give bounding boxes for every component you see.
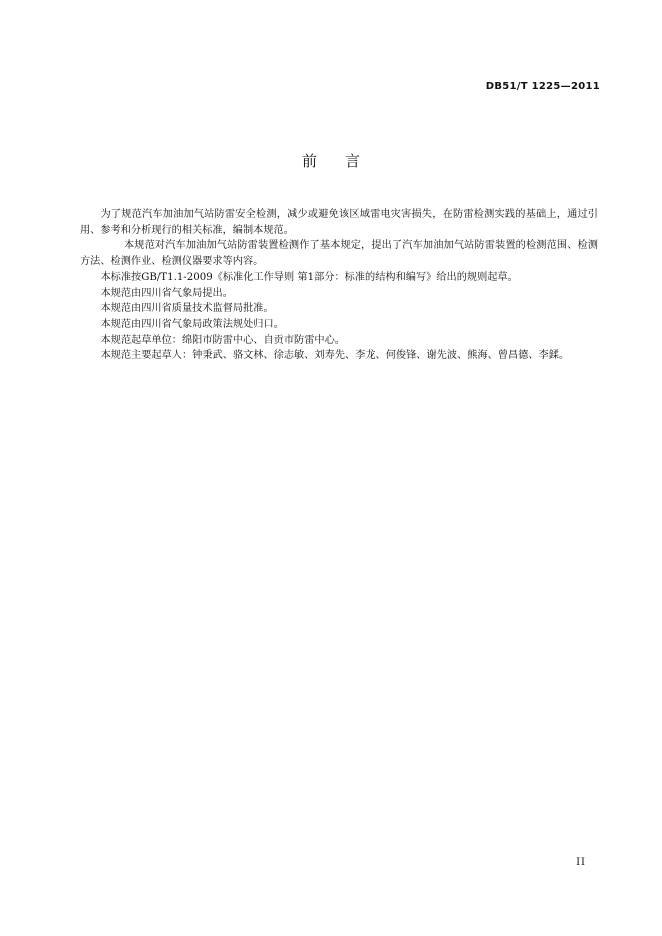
paragraph-proposer: 本规范由四川省气象局提出。	[100, 287, 233, 299]
paragraph-scope: 本规范对汽车加油加气站防雷装置检测作了基本规定，提出了汽车加油加气站防雷装置的检测范围、检测方法、检测作业、检测仪器要求等内容。	[80, 240, 598, 268]
document-code: DB51/T 1225—2011	[485, 81, 600, 92]
page-title: 前言	[301, 152, 388, 170]
paragraph-purpose: 为了规范汽车加油加气站防雷安全检测，减少或避免该区域雷电灾害损失，在防雷检测实践的基础上，通过引用、参考和分析现行的相关标准，编制本规范。	[80, 209, 598, 236]
paragraph-centralized-unit: 本规范由四川省气象局政策法规处归口。	[100, 318, 284, 330]
paragraph-drafting-units: 本规范起草单位：绵阳市防雷中心、自贡市防雷中心。	[100, 334, 345, 346]
foreword-body	[80, 207, 598, 364]
paragraph-drafters: 本规范主要起草人：钟秉武、骆文林、徐志敏、刘寿先、李龙、何俊锋、谢先波、熊海、曾昌德、李鍒。	[100, 350, 570, 362]
paragraph-drafting-rules: 本标准按GB/T1.1-2009《标准化工作导则 第1部分：标准的结构和编写》给出的规则起草。	[100, 271, 518, 283]
paragraph-approver: 本规范由四川省质量技术监督局批准。	[100, 303, 274, 315]
page-number: II	[576, 857, 586, 868]
